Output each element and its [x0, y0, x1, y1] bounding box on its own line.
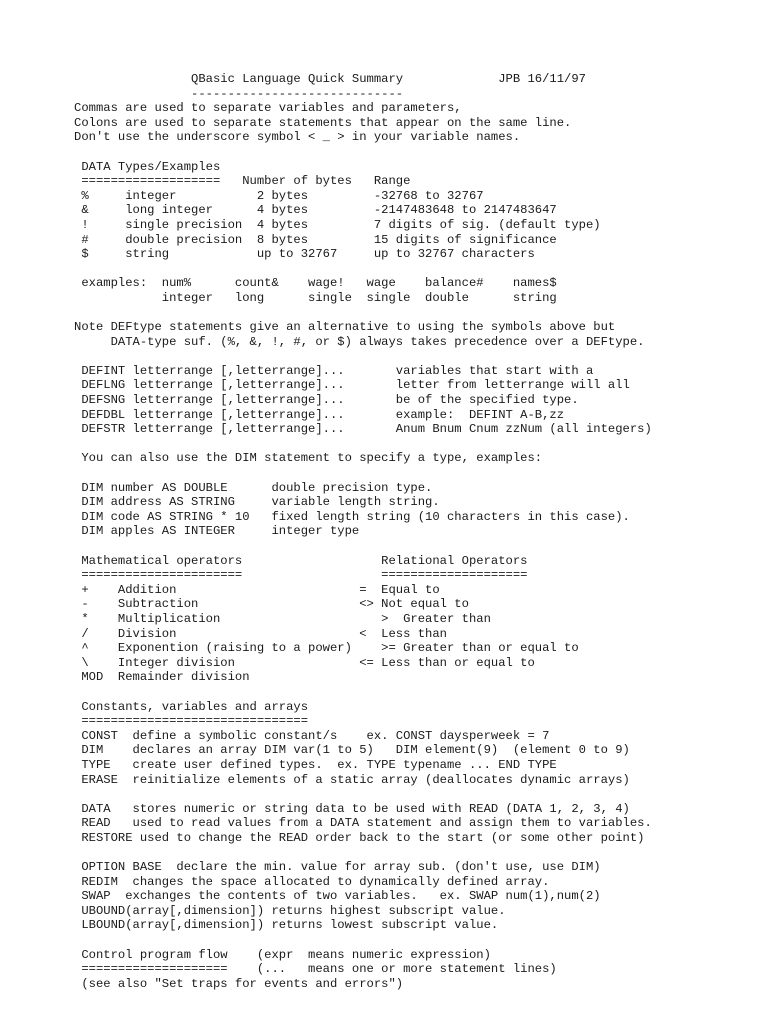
document-line [74, 933, 652, 948]
document-line: DATA-type suf. (%, &, !, #, or $) always takes precedence over a DEFtype. [74, 334, 645, 349]
document-line: - Subtraction <> Not equal to [74, 597, 469, 612]
document-line: Constants, variables and arrays [74, 699, 309, 714]
document-line: TYPE create user defined types. ex. TYPE typename ... END TYPE [74, 757, 557, 772]
document-line: RESTORE used to change the READ order back to the start (or some other point) [74, 830, 645, 845]
document-line: MOD Remainder division [74, 670, 250, 685]
document-line [74, 349, 652, 364]
document-line: DEFINT letterrange [,letterrange]... variables that start with a [74, 363, 594, 378]
document-line: DIM address AS STRING variable length string. [74, 495, 440, 510]
document-line [74, 845, 652, 860]
document-line: DEFSTR letterrange [,letterrange]... Anum Bnum Cnum zzNum (all integers) [74, 422, 652, 437]
document-line [74, 539, 652, 554]
document-line: Commas are used to separate variables and parameters, [74, 101, 462, 116]
document-line: UBOUND(array[,dimension]) returns highest subscript value. [74, 903, 506, 918]
document-line: % integer 2 bytes -32768 to 32767 [74, 188, 484, 203]
document-line: ERASE reinitialize elements of a static array (deallocates dynamic arrays) [74, 772, 630, 787]
document-line: REDIM changes the space allocated to dynamically defined array. [74, 874, 550, 889]
document-line [74, 145, 652, 160]
document-line: Colons are used to separate statements that appear on the same line. [74, 115, 572, 130]
document-line: examples: num% count& wage! wage balance# names$ [74, 276, 557, 291]
document-line: OPTION BASE declare the min. value for array sub. (don't use, use DIM) [74, 860, 601, 875]
document-line: / Division < Less than [74, 626, 447, 641]
document-line: + Addition = Equal to [74, 582, 440, 597]
document-line: CONST define a symbolic constant/s ex. CONST daysperweek = 7 [74, 728, 550, 743]
document-line: $ string up to 32767 up to 32767 characters [74, 247, 535, 262]
document-line: \ Integer division <= Less than or equal to [74, 655, 535, 670]
document-line: DIM code AS STRING * 10 fixed length string (10 characters in this case). [74, 509, 630, 524]
document-line: Control program flow (expr means numeric expression) [74, 947, 491, 962]
document-line: =============================== [74, 714, 309, 729]
document-line: DIM apples AS INTEGER integer type [74, 524, 360, 539]
document-line: Note DEFtype statements give an alternative to using the symbols above but [74, 320, 616, 335]
document-line [74, 437, 652, 452]
document-line: DATA stores numeric or string data to be used with READ (DATA 1, 2, 3, 4) [74, 801, 630, 816]
document-line: Don't use the underscore symbol < _ > in your variable names. [74, 130, 521, 145]
document-line: ====================== ==================== [74, 568, 528, 583]
document-line: integer long single single double string [74, 290, 557, 305]
document-line [74, 262, 652, 277]
document-line: DATA Types/Examples [74, 159, 221, 174]
document-body [74, 72, 652, 991]
document-line: QBasic Language Quick Summary JPB 16/11/97 [74, 72, 586, 86]
document-line: DEFDBL letterrange [,letterrange]... example: DEFINT A-B,zz [74, 407, 565, 422]
document-line [74, 466, 652, 481]
document-line: You can also use the DIM statement to specify a type, examples: [74, 451, 543, 466]
document-line: LBOUND(array[,dimension]) returns lowest subscript value. [74, 918, 499, 933]
document-line: DEFLNG letterrange [,letterrange]... letter from letterrange will all [74, 378, 630, 393]
document-line: DIM declares an array DIM var(1 to 5) DIM element(9) (element 0 to 9) [74, 743, 630, 758]
document-line: (see also "Set traps for events and errors") [74, 976, 404, 991]
document-line: ==================== (... means one or more statement lines) [74, 962, 557, 977]
document-line: Mathematical operators Relational Operators [74, 553, 528, 568]
document-line: ----------------------------- [74, 86, 404, 101]
document-line: ^ Exponention (raising to a power) >= Greater than or equal to [74, 641, 579, 656]
document-line: SWAP exchanges the contents of two variables. ex. SWAP num(1),num(2) [74, 889, 601, 904]
document-line: DIM number AS DOUBLE double precision type. [74, 480, 433, 495]
document-line [74, 787, 652, 802]
document-line [74, 685, 652, 700]
document-line: * Multiplication > Greater than [74, 611, 491, 626]
document-line: READ used to read values from a DATA statement and assign them to variables. [74, 816, 652, 831]
document-line: & long integer 4 bytes -2147483648 to 2147483647 [74, 203, 557, 218]
document-line: =================== Number of bytes Range [74, 174, 411, 189]
document-line: ! single precision 4 bytes 7 digits of sig. (default type) [74, 217, 601, 232]
document-line [74, 306, 652, 321]
document-line: DEFSNG letterrange [,letterrange]... be of the specified type. [74, 393, 579, 408]
document-line: # double precision 8 bytes 15 digits of significance [74, 232, 557, 247]
